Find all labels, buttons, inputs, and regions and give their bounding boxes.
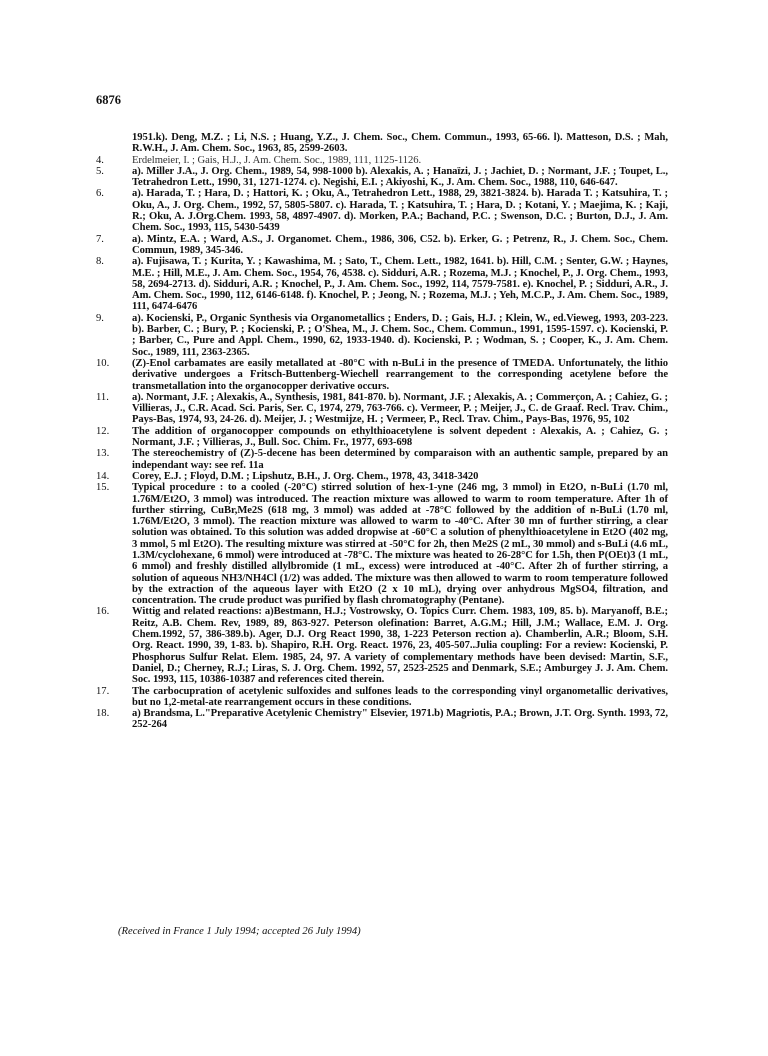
reference-number: 12. bbox=[96, 425, 110, 437]
reference-item bbox=[96, 234, 668, 257]
reference-text: Erdelmeier, I. ; Gais, H.J., J. Am. Chem. Soc., 1989, 111, 1125-1126. bbox=[132, 154, 422, 166]
reference-text: a). Harada, T. ; Hara, D. ; Hattori, K. ; Oku, A., Tetrahedron Lett., 1988, 29, 3821-3824. b). Harada T. ; Katsuhira, T. ; Oku, A., J. Org. Chem., 1992, 57, 5805-5807. c). Harada, T. ; Katsuhira, T. ; Hara, D. ; Kotani, Y. ; Maejima, K. ; Kaji, R.; Oku, A. J.Org.Chem. 1993, 58, 4897-4907. d). Morken, P.A.; Bachand, P.C. ; Swenson, D.C. ; Burton, D.J., J. Am. Chem. Soc., 1993, 115, 5430-5439 bbox=[132, 188, 668, 234]
reference-item bbox=[96, 155, 668, 166]
reference-number: 16. bbox=[96, 606, 110, 618]
reference-text: Corey, E.J. ; Floyd, D.M. ; Lipshutz, B.H., J. Org. Chem., 1978, 43, 3418-3420 bbox=[132, 470, 479, 482]
reference-text: The carbocupration of acetylenic sulfoxides and sulfones leads to the corresponding vinyl organometallic derivatives, but no 1,2-metal-ate rearrangement occurs in these conditions. bbox=[132, 685, 668, 708]
reference-number: 15. bbox=[96, 482, 110, 494]
reference-number: 7. bbox=[96, 233, 104, 245]
reference-number: 5. bbox=[96, 165, 104, 177]
reference-text: a). Normant, J.F. ; Alexakis, A., Synthesis, 1981, 841-870. b). Normant, J.F. ; Alexakis, A. ; Commerçon, A. ; Cahiez, G. ; Villieras, J., C.R. Acad. Sci. Paris, Ser. C, 1974, 279, 763-766. c). Vermeer, P. ; Meijer, J., C. de Graaf. Recl. Trav. Chim., Pays-Bas, 1974, 93, 24-26. d). Meijer, J. ; Westmijze, H. ; Vermeer, P., Recl. Trav. Chim., Pays-Bas, 1976, 95, 102 bbox=[132, 391, 668, 426]
reference-item bbox=[96, 132, 668, 155]
reference-number: 17. bbox=[96, 685, 110, 697]
reference-text: Typical procedure : to a cooled (-20°C) stirred solution of hex-1-yne (246 mg, 3 mmol) in Et2O, n-BuLi (1.70 ml, 1.76M/Et2O, 3 mmol) was introduced. The reaction mixture was allowed to warm to room temperature. After 1h of further stirring, CuBr,Me2S (618 mg, 3 mmol) was added at -78°C followed by the addition of n-BuLi (1.70 ml, 1.76M/Et2O, 3 mmol). The reaction mixture was allowed to warm to -40°C. After 30 mn of further stirring, a clear solution was obtained. To this solution was added dropwise at -60°C a solution of phenylthioacetylene in Et2O (402 mg, 3 mmol, 5 ml Et2O). The resulting mixture was stirred at -50°C for 2h, then Me2S (2 mL, 30 mmol) and s-BuLi (4.6 mL, 1.3M/cyclohexane, 6 mmol) were introduced at -78°C. The mixture was heated to 26-28°C for 1.5h, then P(OEt)3 (1 mL, 6 mmol) and freshly distilled allylbromide (1 mL, excess) were introduced at -40°C. After 2h of further stirring, a solution of aqueous NH3/NH4Cl (1/2) was added. The mixture was then allowed to warm to room temperature followed by the extraction of the aqueous layer with Et2O (2 x 10 mL), drying over anhydrous MgSO4, filtration, and concentration. The crude product was purified by flash chromatography (Pentane). bbox=[132, 482, 668, 607]
received-dates: (Received in France 1 July 1994; accepted 26 July 1994) bbox=[118, 926, 361, 937]
reference-text: a). Miller J.A., J. Org. Chem., 1989, 54, 998-1000 b). Alexakis, A. ; Hanaïzi, J. ; Jachiet, D. ; Normant, J.F. ; Toupet, L., Tetrahedron Lett., 1990, 31, 1271-1274. c). Negishi, E.I. ; Akiyoshi, K., J. Am. Chem. Soc., 1988, 110, 646-647. bbox=[132, 165, 668, 189]
reference-number: 10. bbox=[96, 357, 110, 369]
reference-item bbox=[96, 358, 668, 392]
reference-item bbox=[96, 166, 668, 189]
reference-item bbox=[96, 448, 668, 471]
reference-text: 1951.k). Deng, M.Z. ; Li, N.S. ; Huang, Y.Z., J. Chem. Soc., Chem. Commun., 1993, 65-66. l). Matteson, D.S. ; Mah, R.W.H., J. Am. Chem. Soc., 1963, 85, 2599-2603. bbox=[132, 132, 668, 155]
reference-number: 4. bbox=[96, 154, 104, 166]
reference-text: a) Brandsma, L."Preparative Acetylenic Chemistry" Elsevier, 1971.b) Magriotis, P.A.; Brown, J.T. Org. Synth. 1993, 72, 252-264 bbox=[132, 708, 668, 731]
reference-item bbox=[96, 606, 668, 685]
reference-number: 6. bbox=[96, 188, 104, 200]
reference-item bbox=[96, 392, 668, 426]
reference-text: a). Kocienski, P., Organic Synthesis via Organometallics ; Enders, D. ; Gais, H.J. ; Klein, W., ed.Vieweg, 1993, 203-223. b). Barber, C. ; Bury, P. ; Kocienski, P. ; O'Shea, M., J. Chem. Soc., Chem. Commun., 1991, 1595-1597. c). Kocienski, P. ; Barber, C., Pure and Appl. Chem., 1990, 62, 1933-1940. d). Kocienski, P. ; Wodman, S. ; Cooper, K., J. Am. Chem. Soc., 1989, 111, 2363-2365. bbox=[132, 312, 668, 358]
reference-number: 8. bbox=[96, 256, 104, 268]
page-number: 6876 bbox=[96, 93, 121, 107]
reference-text: a). Fujisawa, T. ; Kurita, Y. ; Kawashima, M. ; Sato, T., Chem. Lett., 1982, 1641. b). Hill, C.M. ; Senter, G.W. ; Haynes, M.E. ; Hill, M.E., J. Am. Chem. Soc., 1954, 76, 4538. c). Sidduri, A.R. ; Rozema, M.J. ; Knochel, P., J. Org. Chem., 1993, 58, 2694-2713. d). Sidduri, A.R. ; Knochel, P., J. Am. Chem. Soc., 1992, 114, 7579-7581. e). Knochel, P. ; Sidduri, A.R., J. Am. Chem. Soc., 1990, 112, 6146-6148. f). Knochel, P. ; Jeong, N. ; Rozema, M.J. ; Yeh, M.C.P., J. Am. Chem. Soc., 1989, 111, 6474-6476 bbox=[132, 256, 668, 313]
reference-item bbox=[96, 256, 668, 312]
reference-number: 13. bbox=[96, 448, 110, 460]
reference-text: The addition of organocopper compounds on ethylthioacetylene is solvent depedent : Alexakis, A. ; Cahiez, G. ; Normant, J.F. ; Villieras, J., Bull. Soc. Chim. Fr., 1977, 693-698 bbox=[132, 425, 668, 449]
reference-item bbox=[96, 313, 668, 358]
references-list bbox=[96, 132, 668, 731]
reference-item bbox=[96, 188, 668, 233]
reference-item bbox=[96, 471, 668, 482]
reference-item bbox=[96, 426, 668, 449]
reference-number: 9. bbox=[96, 312, 104, 324]
reference-number: 11. bbox=[96, 391, 109, 403]
reference-item bbox=[96, 708, 668, 731]
reference-text: The stereochemistry of (Z)-5-decene has been determined by comparaison with an authentic sample, prepared by an independant way: see ref. 11a bbox=[132, 448, 668, 471]
reference-text: a). Mintz, E.A. ; Ward, A.S., J. Organomet. Chem., 1986, 306, C52. b). Erker, G. ; Petrenz, R., J. Chem. Soc., Chem. Commun, 1989, 345-346. bbox=[132, 233, 668, 256]
reference-item bbox=[96, 482, 668, 606]
reference-number: 18. bbox=[96, 708, 110, 720]
reference-number: 14. bbox=[96, 470, 110, 482]
reference-item bbox=[96, 686, 668, 709]
reference-text: Wittig and related reactions: a)Bestmann, H.J.; Vostrowsky, O. Topics Curr. Chem. 1983, 109, 85. b). Maryanoff, B.E.; Reitz, A.B. Chem. Rev, 1989, 89, 863-927. Peterson olefination: Barret, A.G.M.; Hill, J.M.; Wallace, E.M. J. Org. Chem.1992, 57, 386-389.b). Ager, D.J. Org React 1990, 38, 1-223 Peterson rection a). Chamberlin, A.R.; Bloom, S.H. Org. React. 1990, 39, 1-83. b). Shapiro, R.H. Org. React. 1976, 23, 405-507..Julia coupling: For a review: Kocienski, P. Phosphorus Sulfur Relat. Elem. 1985, 24, 97. A variety of complementary methods have been devised: Martin, S.F., Daniel, D.; Cherney, R.J.; Liras, S. J. Org. Chem. 1992, 57, 2523-2525 and Denmark, S.E.; Amburgey J. J. Am. Chem. Soc. 1993, 115, 10386-10387 and references cited therein. bbox=[132, 606, 668, 686]
reference-text: (Z)-Enol carbamates are easily metallated at -80°C with n-BuLi in the presence of TMEDA. Unfortunately, the lithio derivative undergoes a Fritsch-Buttenberg-Wiechell rearrangement to the corresponding acetylene before the transmetallation into the organocopper derivative occurs. bbox=[132, 357, 668, 392]
